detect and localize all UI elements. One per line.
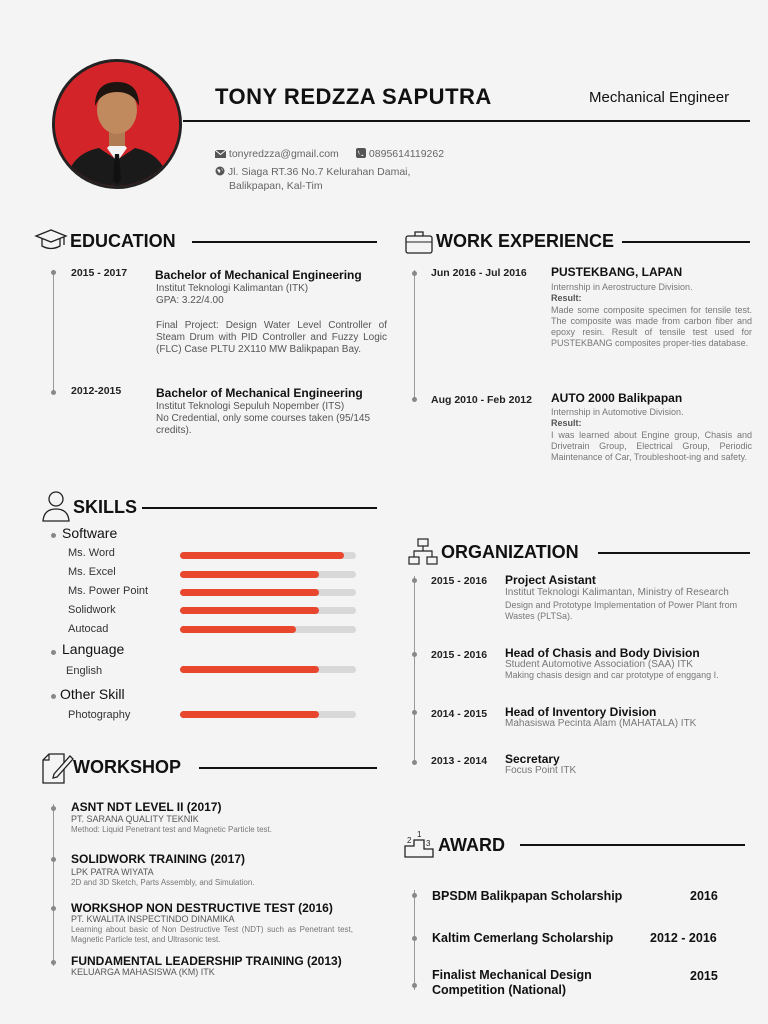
education-heading-line: [192, 241, 377, 243]
organization-date: 2014 - 2015: [431, 708, 488, 720]
workshop-org: PT. SARANA QUALITY TEKNIK: [71, 814, 199, 824]
award-heading-line: [520, 844, 745, 846]
organization-role: Secretary: [505, 752, 560, 766]
timeline-dot: [412, 710, 417, 715]
organization-role: Head of Inventory Division: [505, 705, 657, 719]
work-position: Internship in Aerostructure Division.: [551, 282, 693, 292]
software-label: Software: [62, 525, 118, 541]
work-date: Aug 2010 - Feb 2012: [431, 394, 532, 406]
skill-bar-fill: [180, 626, 296, 633]
skill-name: Ms. Power Point: [68, 585, 149, 597]
bullet-dot: [51, 650, 56, 655]
podium-icon: [403, 828, 435, 858]
skill-bar-fill: [180, 666, 319, 673]
phone-text: 0895614119262: [368, 148, 445, 160]
header-divider: [183, 120, 750, 122]
profile-photo: [52, 59, 182, 189]
skill-bar-fill: [180, 711, 319, 718]
timeline-dot: [412, 760, 417, 765]
organization-timeline: [414, 576, 415, 764]
other-skill-label: Other Skill: [60, 686, 125, 702]
skills-heading: SKILLS: [73, 497, 138, 517]
organization-role: Project Asistant: [505, 573, 596, 587]
email-contact: [215, 148, 339, 161]
bullet-dot: [51, 533, 56, 538]
work-date: Jun 2016 - Jul 2016: [431, 267, 527, 279]
skill-bar: [180, 626, 356, 633]
workshop-desc: Learning about basic of Non Destructive Test (NDT) such as Penetrant test, Magnetic Particle test, and Ultrasonic test.: [71, 925, 353, 944]
workshop-name: WORKSHOP NON DESTRUCTIVE TEST (2016): [71, 901, 333, 915]
timeline-dot: [51, 390, 56, 395]
award-year: 2012 - 2016: [650, 931, 717, 945]
skill-bar-fill: [180, 607, 319, 614]
award-name-line-2: Competition (National): [432, 983, 567, 997]
work-company: PUSTEKBANG, LAPAN: [551, 265, 683, 279]
timeline-dot: [51, 906, 56, 911]
skill-bar-fill: [180, 589, 319, 596]
education-gpa: GPA: 3.22/4.00: [156, 295, 224, 306]
bullet-dot: [51, 694, 56, 699]
skill-bar: [180, 571, 356, 578]
work-result-label: Result:: [551, 418, 582, 428]
skill-name: Photography: [68, 709, 131, 721]
workshop-name: ASNT NDT LEVEL II (2017): [71, 800, 222, 814]
organization-heading: ORGANIZATION: [441, 542, 579, 562]
workshop-heading-line: [199, 767, 377, 769]
award-year: 2015: [690, 969, 718, 983]
award-name: Finalist Mechanical Design: [432, 968, 592, 982]
education-school: Institut Teknologi Kalimantan (ITK): [156, 283, 309, 294]
work-position: Internship in Automotive Division.: [551, 407, 684, 417]
skill-name: Autocad: [68, 623, 109, 635]
org-chart-icon: [408, 538, 438, 566]
organization-date: 2015 - 2016: [431, 649, 488, 661]
workshop-name: FUNDAMENTAL LEADERSHIP TRAINING (2013): [71, 954, 342, 968]
organization-desc: Design and Prototype Implementation of Power Plant from Wastes (PLTSa).: [505, 600, 738, 621]
timeline-dot: [412, 936, 417, 941]
work-company: AUTO 2000 Balikpapan: [551, 391, 683, 405]
workshop-org: KELUARGA MAHASISWA (KM) ITK: [71, 967, 215, 977]
address-line-1: Jl. Siaga RT.36 No.7 Kelurahan Damai,: [227, 166, 411, 178]
phone-contact: [356, 148, 444, 161]
workshop-name: SOLIDWORK TRAINING (2017): [71, 852, 246, 866]
workshop-desc: Method: Liquid Penetrant test and Magnetic Particle test.: [71, 825, 273, 834]
work-timeline: [414, 270, 415, 402]
education-degree: Bachelor of Mechanical Engineering: [155, 268, 362, 282]
timeline-dot: [412, 893, 417, 898]
skill-name: Solidwork: [68, 604, 116, 616]
mail-icon: [215, 149, 226, 161]
address-line-2: Balikpapan, Kal-Tim: [229, 180, 323, 192]
address-contact: [215, 166, 410, 193]
work-result: I was learned about Engine group, Chasis and Drivetrain Group, Electrical Group, Periodic Maintenance of Car, Troubleshoot-ing and safety.: [551, 430, 752, 462]
education-final-project: Final Project: Design Water Level Controller of Steam Drum with PID Controller and Fuzzy Logic (FLC) Case PLTU 2X110 MW Balikpapan Bay.: [156, 320, 387, 355]
skill-name: English: [66, 665, 103, 677]
work-result: Made some composite specimen for tensile test. The composite was made from carbon fiber and epoxy resin. Result of tensile test used for PUSTEKBANG composites proper-ties database.: [551, 305, 752, 348]
workshop-org: PT. KWALITA INSPECTINDO DINAMIKA: [71, 914, 235, 924]
workshop-heading: WORKSHOP: [73, 757, 181, 777]
candidate-role: Mechanical Engineer: [589, 89, 730, 106]
email-text: tonyredzza@gmail.com: [228, 148, 339, 160]
work-heading: WORK EXPERIENCE: [436, 231, 615, 251]
timeline-dot: [412, 983, 417, 988]
education-timeline: [53, 270, 54, 394]
organization-date: 2015 - 2016: [431, 575, 488, 587]
education-date: 2012-2015: [71, 385, 122, 397]
globe-icon: [215, 166, 225, 180]
education-note: No Credential, only some courses taken (95/145 credits).: [156, 413, 371, 436]
education-degree: Bachelor of Mechanical Engineering: [156, 386, 363, 400]
timeline-dot: [412, 397, 417, 402]
skill-bar-fill: [180, 552, 344, 559]
timeline-dot: [51, 270, 56, 275]
organization-name: Focus Point ITK: [505, 765, 577, 776]
skill-name: Ms. Excel: [68, 566, 116, 578]
work-result-label: Result:: [551, 293, 582, 303]
skill-bar: [180, 607, 356, 614]
organization-name: Mahasiswa Pecinta Alam (MAHATALA) ITK: [505, 718, 697, 729]
skill-bar: [180, 666, 356, 673]
language-label: Language: [62, 641, 125, 657]
education-school: Institut Teknologi Sepuluh Nopember (ITS): [156, 401, 345, 412]
organization-date: 2013 - 2014: [431, 755, 488, 767]
person-icon: [42, 490, 70, 522]
timeline-dot: [412, 652, 417, 657]
svg-text:3: 3: [426, 839, 431, 848]
education-date: 2015 - 2017: [71, 267, 128, 279]
timeline-dot: [51, 806, 56, 811]
skill-name: Ms. Word: [68, 547, 115, 559]
education-heading: EDUCATION: [70, 231, 176, 251]
organization-name: Institut Teknologi Kalimantan, Ministry of Research: [505, 587, 729, 598]
award-year: 2016: [690, 889, 718, 903]
candidate-name: TONY REDZZA SAPUTRA: [215, 84, 492, 109]
timeline-dot: [412, 578, 417, 583]
graduation-cap-icon: [34, 229, 68, 251]
phone-icon: [356, 148, 366, 161]
timeline-dot: [51, 960, 56, 965]
skill-bar: [180, 711, 356, 718]
timeline-dot: [51, 857, 56, 862]
workshop-org: LPK PATRA WIYATA: [71, 867, 154, 877]
award-name: Kaltim Cemerlang Scholarship: [432, 931, 614, 945]
skills-heading-line: [142, 507, 377, 509]
organization-heading-line: [598, 552, 750, 554]
work-heading-line: [622, 241, 750, 243]
organization-name: Student Automotive Association (SAA) ITK: [505, 659, 693, 670]
skill-bar-fill: [180, 571, 319, 578]
organization-role: Head of Chasis and Body Division: [505, 646, 700, 660]
skill-bar: [180, 552, 356, 559]
timeline-dot: [412, 271, 417, 276]
organization-desc: Making chasis design and car prototype of enggang I.: [505, 670, 719, 680]
svg-text:1: 1: [417, 830, 422, 839]
document-pen-icon: [40, 752, 74, 784]
award-heading: AWARD: [438, 835, 505, 855]
award-name: BPSDM Balikpapan Scholarship: [432, 889, 623, 903]
workshop-timeline: [53, 804, 54, 966]
skill-bar: [180, 589, 356, 596]
svg-text:2: 2: [407, 836, 412, 845]
briefcase-icon: [405, 230, 433, 254]
workshop-desc: 2D and 3D Sketch, Parts Assembly, and Simulation.: [71, 878, 255, 887]
